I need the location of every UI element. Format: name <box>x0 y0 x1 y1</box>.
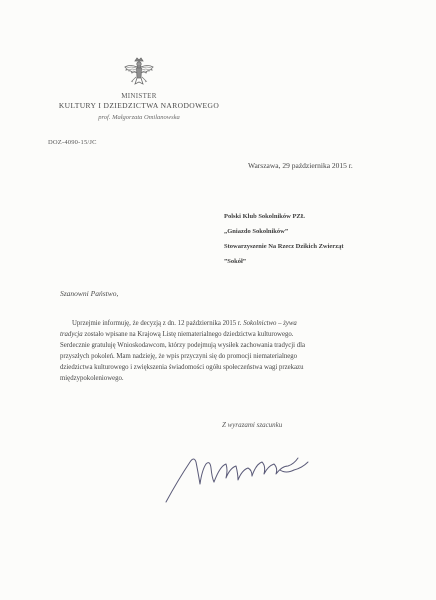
body-line-1b: Sokolnictwo – żywa <box>243 320 297 327</box>
ministry-name: KULTURY I DZIEDZICTWA NARODOWEGO <box>58 101 220 110</box>
recipient-line-4: ”Sokół” <box>224 258 247 265</box>
ministry-person: prof. Małgorzata Omilanowska <box>98 114 180 121</box>
reference-number: DOZ-4090-15/JC <box>48 139 97 146</box>
closing: Z wyrazami szacunku <box>222 421 283 429</box>
greeting: Szanowni Państwo, <box>60 289 119 298</box>
body-line-2b: zostało wpisane na Krajową Listę niematerialnego dziedzictwa kulturowego. <box>82 330 294 338</box>
recipient-line-1: Polski Klub Sokolników PZŁ <box>224 213 306 220</box>
letter-date: Warszawa, 29 października 2015 r. <box>248 161 353 170</box>
body-line-1a: Uprzejmie informuję, że decyzją z dn. 12 października 2015 r. <box>72 320 244 327</box>
body-line-5: dziedzictwa kulturowego i zwiększenia świadomości ogółu społeczeństwa wagi przekazu <box>60 363 304 371</box>
polish-eagle-icon <box>122 56 156 90</box>
recipient-line-3: Stowarzyszenie Na Rzecz Dzikich Zwierząt <box>224 243 344 250</box>
body-line-4: przyszłych pokoleń. Mam nadzieję, że wpis przyczyni się do promocji niematerialnego <box>60 352 298 360</box>
letter-body <box>60 319 378 384</box>
handwritten-signature-icon <box>156 440 326 510</box>
body-line-2a: tradycja <box>60 330 83 338</box>
recipient-line-2: „Gniazdo Sokolników” <box>224 228 289 235</box>
body-line-6: międzypokoleniowego. <box>60 374 124 382</box>
body-line-3: Serdecznie gratuluję Wnioskodawcom, którzy podejmują wysiłek zachowania tradycji dla <box>60 341 306 349</box>
ministry-title: MINISTER <box>121 92 157 100</box>
